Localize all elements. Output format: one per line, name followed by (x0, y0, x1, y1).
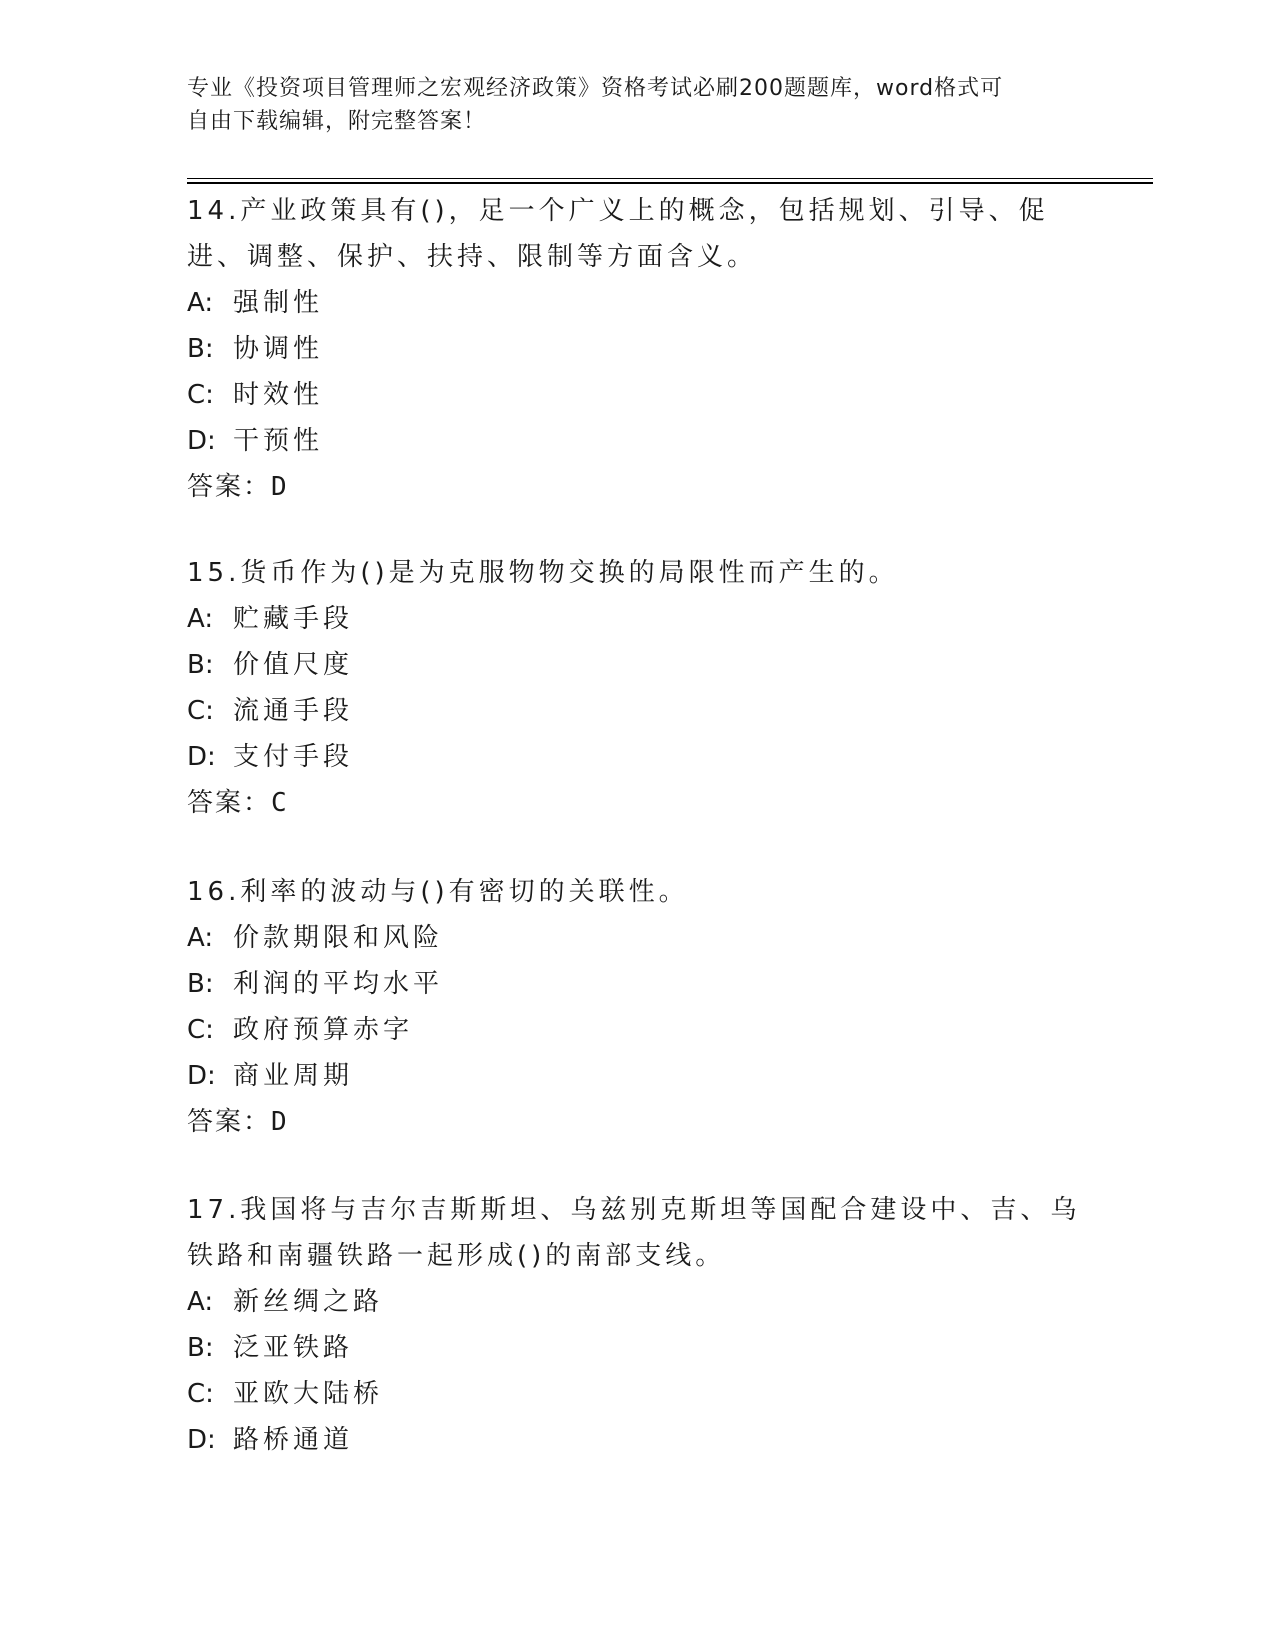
answer-line (187, 1099, 1087, 1145)
option-text: 新丝绸之路 (233, 1287, 384, 1317)
option-letter: C: (187, 380, 214, 410)
option-a (187, 280, 1087, 326)
header-rule-thick (187, 182, 1153, 184)
question-17 (187, 1187, 1087, 1463)
answer-label: 答案： (187, 472, 272, 502)
option-a (187, 596, 1087, 642)
option-letter: C: (187, 1379, 214, 1409)
option-letter: A: (187, 288, 214, 318)
question-stem: 16.利率的波动与()有密切的关联性。 (187, 877, 689, 907)
option-text: 干预性 (233, 426, 324, 456)
answer-label: 答案： (187, 788, 272, 818)
question-14 (187, 188, 1087, 510)
option-letter: C: (187, 1015, 214, 1045)
option-text: 价值尺度 (233, 650, 354, 680)
question-15 (187, 550, 1087, 826)
option-text: 路桥通道 (233, 1425, 354, 1455)
document-header (187, 72, 1067, 138)
answer-label: 答案： (187, 1107, 272, 1137)
option-letter: B: (187, 334, 214, 364)
option-text: 支付手段 (233, 742, 354, 772)
question-stem: 14.产业政策具有()，足一个广义上的概念，包括规划、引导、促进、调整、保护、扶持、限制等方面含义。 (187, 196, 1049, 272)
option-text: 贮藏手段 (233, 604, 354, 634)
option-b (187, 961, 1087, 1007)
option-b (187, 642, 1087, 688)
option-text: 商业周期 (233, 1061, 354, 1091)
answer-value: C (271, 788, 287, 818)
option-b (187, 326, 1087, 372)
option-letter: A: (187, 923, 214, 953)
option-text: 流通手段 (233, 696, 354, 726)
answer-value: D (271, 472, 287, 502)
header-line-1: 专业《投资项目管理师之宏观经济政策》资格考试必刷200题题库，word格式可 (187, 76, 1004, 101)
option-text: 价款期限和风险 (233, 923, 444, 953)
option-letter: B: (187, 650, 214, 680)
question-stem: 17.我国将与吉尔吉斯斯坦、乌兹别克斯坦等国配合建设中、吉、乌铁路和南疆铁路一起形成()的南部支线。 (187, 1195, 1081, 1271)
option-c (187, 372, 1087, 418)
option-letter: C: (187, 696, 214, 726)
option-c (187, 1007, 1087, 1053)
option-text: 亚欧大陆桥 (233, 1379, 384, 1409)
option-c (187, 1371, 1087, 1417)
option-letter: B: (187, 969, 214, 999)
header-rule-thin (187, 178, 1153, 179)
option-text: 泛亚铁路 (233, 1333, 354, 1363)
answer-value: D (271, 1107, 287, 1137)
option-b (187, 1325, 1087, 1371)
answer-line (187, 780, 1087, 826)
option-d (187, 734, 1087, 780)
option-a (187, 1279, 1087, 1325)
option-text: 利润的平均水平 (233, 969, 444, 999)
option-letter: A: (187, 604, 214, 634)
option-letter: D: (187, 1061, 216, 1091)
answer-line (187, 464, 1087, 510)
option-text: 强制性 (233, 288, 324, 318)
option-d (187, 418, 1087, 464)
header-line-2: 自由下载编辑，附完整答案！ (187, 109, 487, 134)
question-16 (187, 869, 1087, 1145)
option-c (187, 688, 1087, 734)
option-a (187, 915, 1087, 961)
option-letter: D: (187, 742, 216, 772)
option-d (187, 1053, 1087, 1099)
option-letter: B: (187, 1333, 214, 1363)
option-text: 政府预算赤字 (233, 1015, 414, 1045)
question-stem: 15.货币作为()是为克服物物交换的局限性而产生的。 (187, 558, 899, 588)
option-d (187, 1417, 1087, 1463)
option-letter: D: (187, 1425, 216, 1455)
option-text: 时效性 (233, 380, 324, 410)
option-text: 协调性 (233, 334, 324, 364)
option-letter: D: (187, 426, 216, 456)
option-letter: A: (187, 1287, 214, 1317)
